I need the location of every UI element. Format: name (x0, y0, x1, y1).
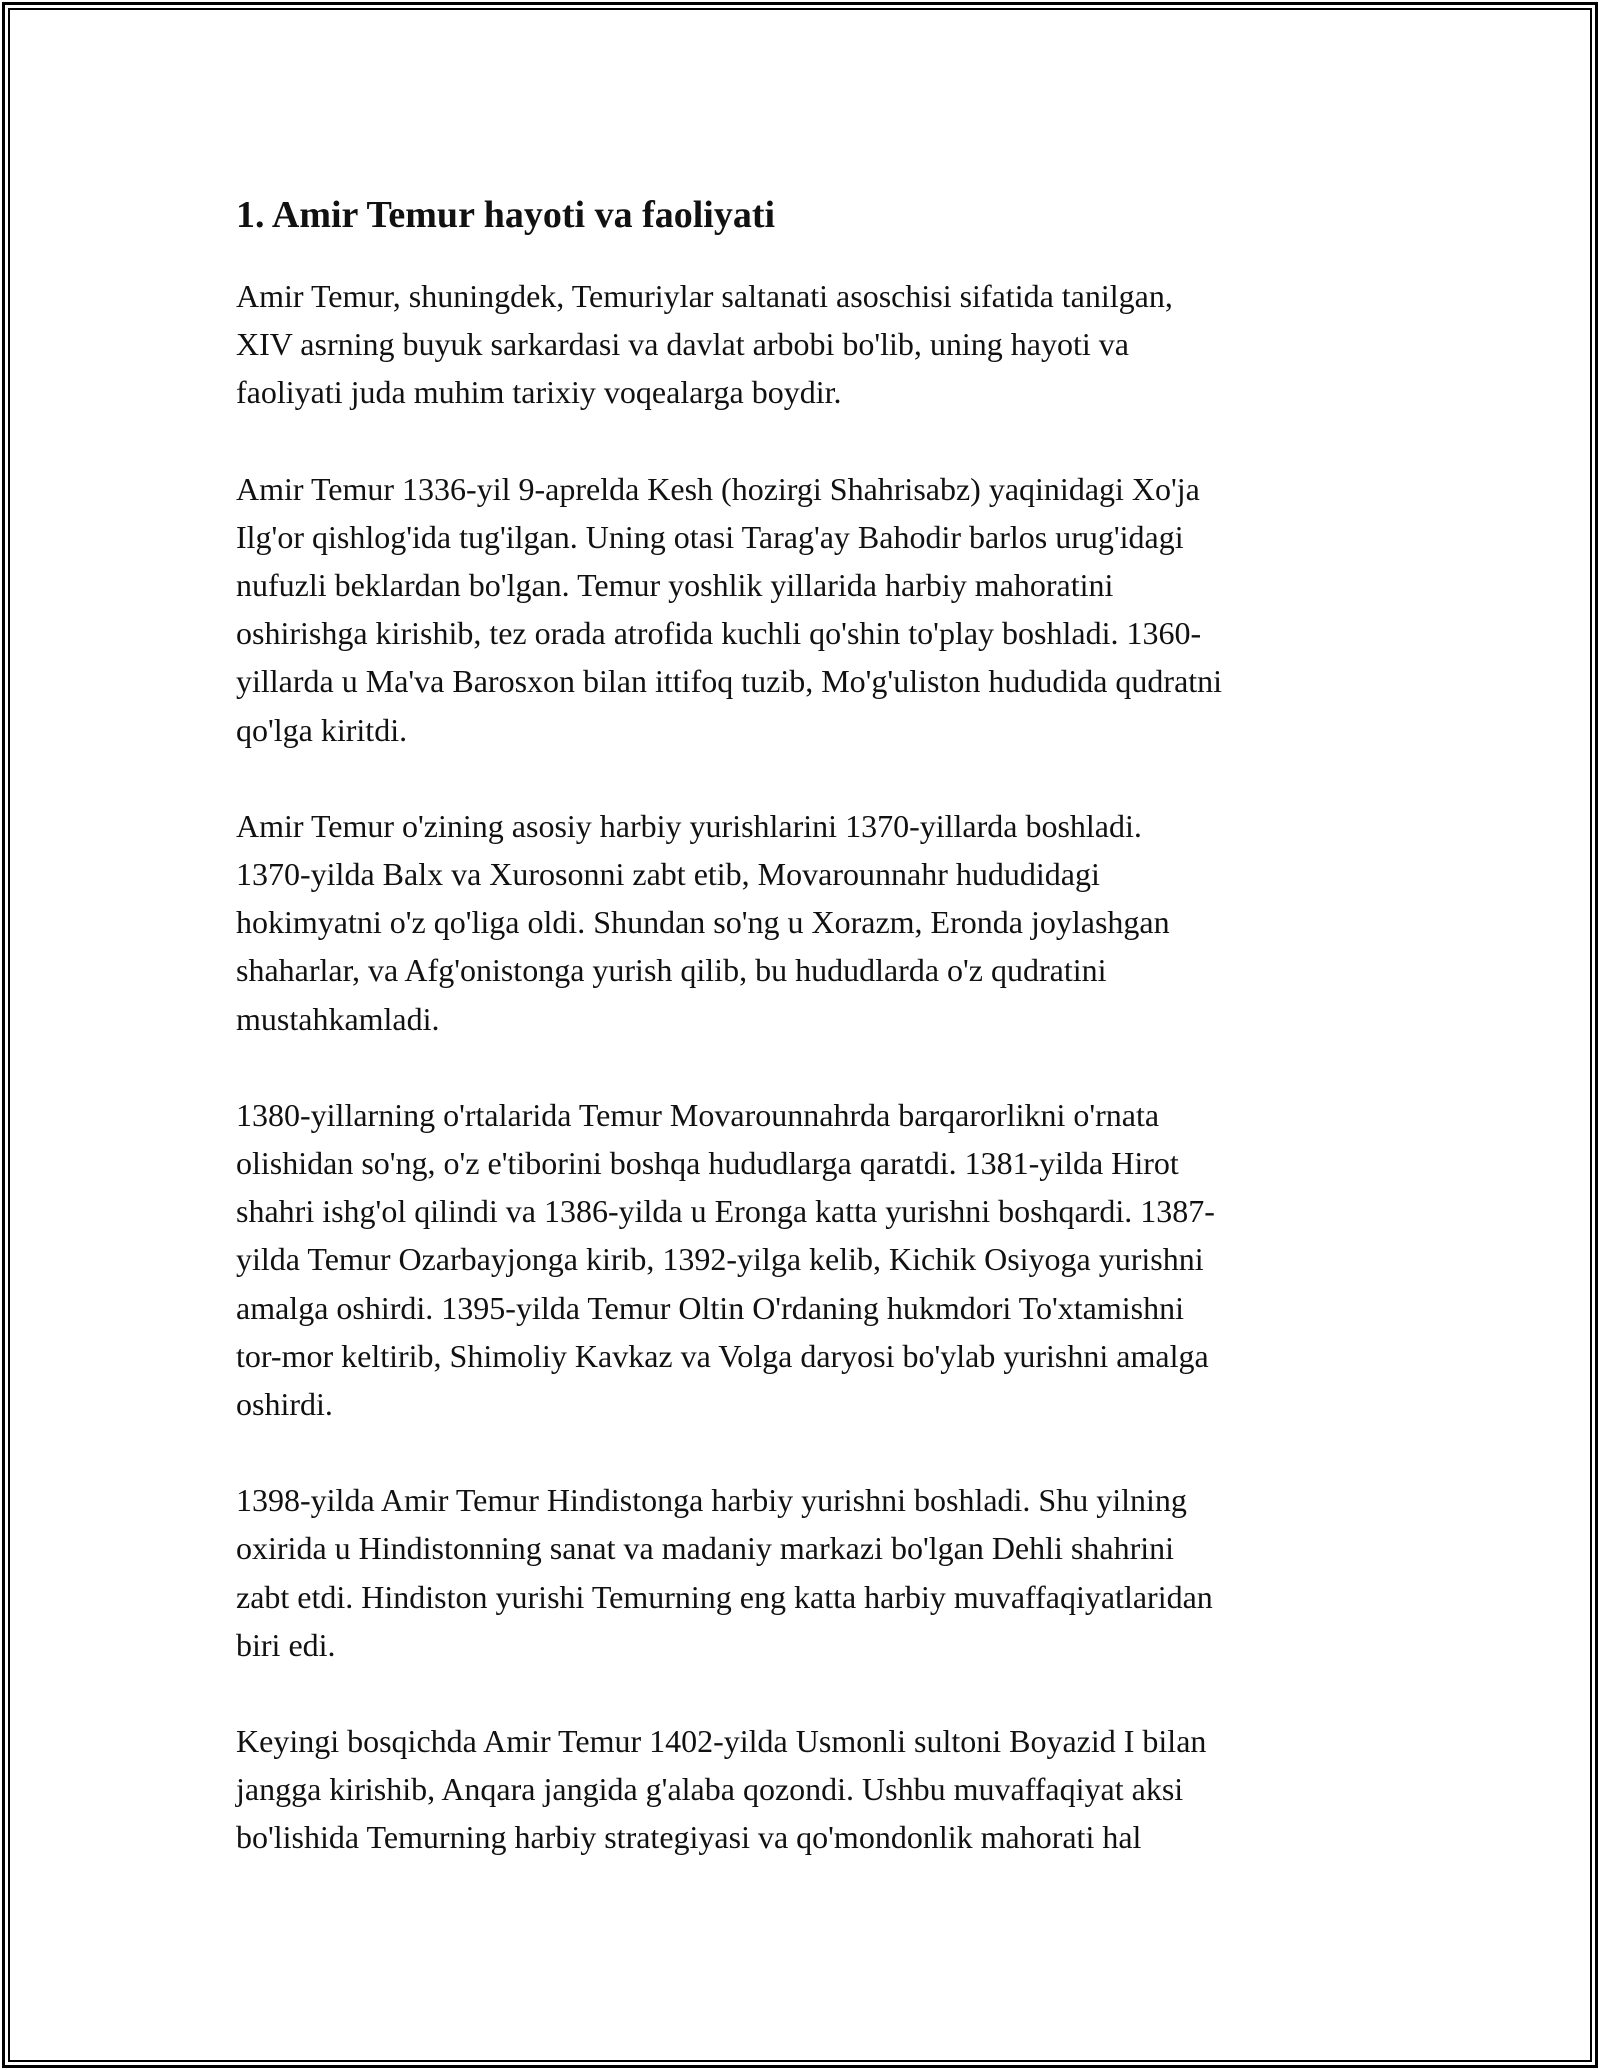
paragraph-early-life (236, 465, 1376, 754)
paragraph-campaigns-1370s (236, 802, 1376, 1043)
text-line: faoliyati juda muhim tarixiy voqealarga boydir. (236, 374, 842, 411)
text-line: zabt etdi. Hindiston yurishi Temurning eng katta harbiy muvaffaqiyatlaridan (236, 1578, 1213, 1615)
text-line: yilda Temur Ozarbayjonga kirib, 1392-yilga kelib, Kichik Osiyoga yurishni (236, 1241, 1204, 1278)
text-line: oshirdi. (236, 1386, 333, 1423)
text-line: bo'lishida Temurning harbiy strategiyasi va qo'mondonlik mahorati hal (236, 1819, 1142, 1856)
text-line: tor-mor keltirib, Shimoliy Kavkaz va Volga daryosi bo'ylab yurishni amalga (236, 1337, 1209, 1374)
text-line: oshirishga kirishib, tez orada atrofida kuchli qo'shin to'play boshladi. 1360- (236, 615, 1202, 652)
text-line: hokimyatni o'z qo'liga oldi. Shundan so'ng u Xorazm, Eronda joylashgan (236, 904, 1170, 941)
text-line: jangga kirishib, Anqara jangida g'alaba qozondi. Ushbu muvaffaqiyat aksi (236, 1771, 1184, 1808)
text-line: yillarda u Ma'va Barosxon bilan ittifoq tuzib, Mo'g'uliston hududida qudratni (236, 663, 1223, 700)
text-line: qo'lga kiritdi. (236, 711, 408, 748)
text-line: Keyingi bosqichda Amir Temur 1402-yilda Usmonli sultoni Boyazid I bilan (236, 1723, 1207, 1760)
text-line: Amir Temur 1336-yil 9-aprelda Kesh (hozirgi Shahrisabz) yaqinidagi Xo'ja (236, 470, 1200, 507)
section-heading: 1. Amir Temur hayoti va faoliyati (236, 194, 776, 236)
text-line: biri edi. (236, 1626, 336, 1663)
text-line: 1370-yilda Balx va Xurosonni zabt etib, Movarounnahr hududidagi (236, 856, 1100, 893)
text-line: oxirida u Hindistonning sanat va madaniy markazi bo'lgan Dehli shahrini (236, 1530, 1174, 1567)
text-line: amalga oshirdi. 1395-yilda Temur Oltin O'rdaning hukmdori To'xtamishni (236, 1289, 1184, 1326)
text-line: olishidan so'ng, o'z e'tiborini boshqa hududlarga qaratdi. 1381-yilda Hirot (236, 1145, 1179, 1182)
paragraph-campaigns-1380s (236, 1091, 1376, 1428)
text-line: mustahkamladi. (236, 1000, 440, 1037)
text-line: shaharlar, va Afg'onistonga yurish qilib, bu hududlarda o'z qudratini (236, 952, 1107, 989)
text-line: Amir Temur, shuningdek, Temuriylar saltanati asoschisi sifatida tanilgan, (236, 278, 1173, 314)
text-line: nufuzli beklardan bo'lgan. Temur yoshlik yillarida harbiy mahoratini (236, 567, 1114, 604)
paragraph-ankara-battle (236, 1717, 1376, 1862)
paragraph-india-campaign (236, 1476, 1376, 1669)
text-line: Ilg'or qishlog'ida tug'ilgan. Uning otasi Tarag'ay Bahodir barlos urug'idagi (236, 518, 1184, 555)
paragraph-intro (236, 272, 1376, 417)
text-line: XIV asrning buyuk sarkardasi va davlat arbobi bo'lib, uning hayoti va (236, 326, 1129, 363)
text-line: Amir Temur o'zining asosiy harbiy yurishlarini 1370-yillarda boshladi. (236, 807, 1142, 844)
document-body (236, 188, 1376, 1910)
text-line: 1398-yilda Amir Temur Hindistonga harbiy yurishni boshladi. Shu yilning (236, 1482, 1187, 1519)
text-line: shahri ishg'ol qilindi va 1386-yilda u Eronga katta yurishni boshqardi. 1387- (236, 1193, 1215, 1230)
text-line: 1380-yillarning o'rtalarida Temur Movarounnahrda barqarorlikni o'rnata (236, 1096, 1160, 1133)
